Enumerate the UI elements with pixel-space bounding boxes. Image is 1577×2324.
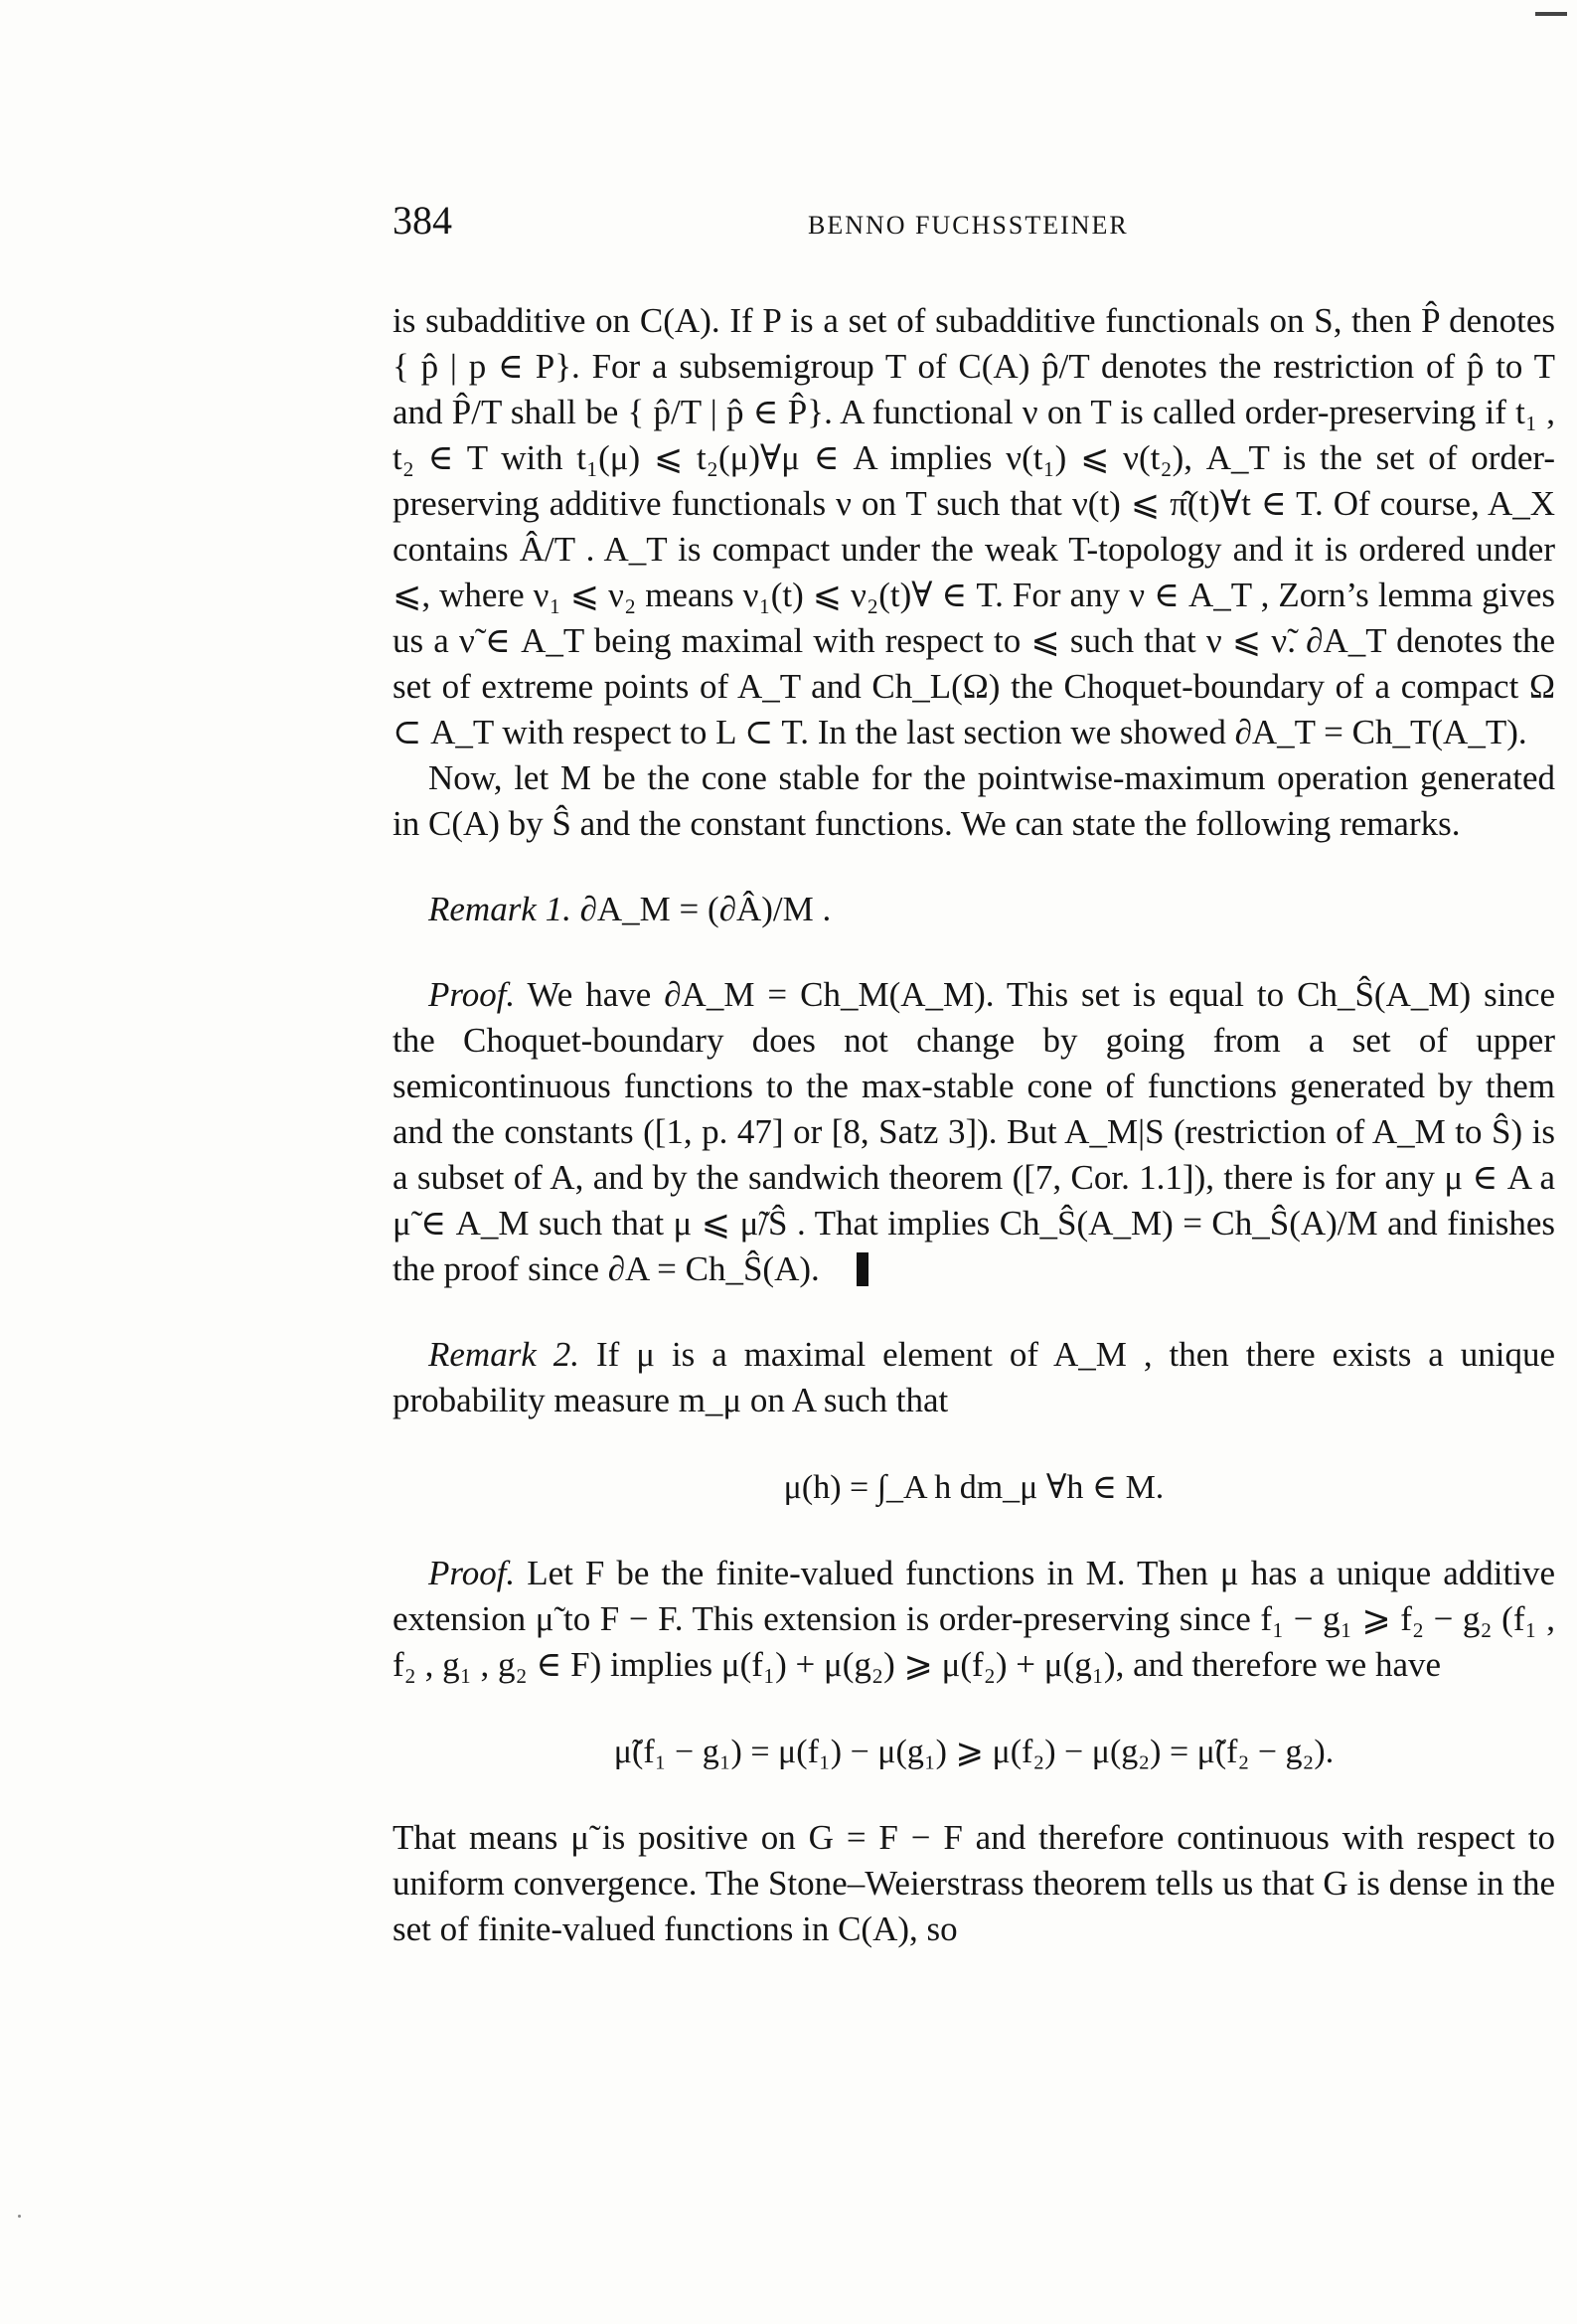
scan-speck	[18, 2215, 21, 2218]
page-header	[393, 197, 1555, 256]
scan-mark	[1535, 12, 1567, 16]
proof-2-text: Let F be the finite-valued functions in M. Then μ has a unique additive extension μ̃ to F − F. This extension is order-preserving since f₁ − g₁ ⩾ f₂ − g₂ (f₁ , f₂ , g₁ , g₂ ∈ F) implies μ(f₁) + μ(g₂) ⩾ μ(f₂) + μ(g₁), and therefore we have	[393, 1554, 1555, 1684]
page-body	[393, 298, 1555, 1952]
paragraph-cone: Now, let M be the cone stable for the pointwise-maximum operation generated in C(A) by Ŝ and the constant functions. We can state the following remarks.	[393, 758, 1555, 843]
remark-2-text: If μ is a maximal element of A_M , then there exists a unique probability measure m_μ on A such that	[393, 1335, 1556, 1419]
proof-1	[393, 972, 1555, 1292]
page-number: 384	[393, 198, 452, 243]
running-head: BENNO FUCHSSTEINER	[808, 211, 1129, 240]
remark-1	[393, 887, 1555, 932]
remark-1-label: Remark 1.	[428, 890, 571, 928]
proof-2	[393, 1551, 1555, 1688]
remark-2	[393, 1332, 1555, 1423]
proof-1-text: We have ∂A_M = Ch_M(A_M). This set is equal to Ch_Ŝ(A_M) since the Choquet-boundary does not change by going from a set of upper semicontinuous functions to the max-stable cone of functions generated by them and the constants ([1, p. 47] or [8, Satz 3]). But A_M|S (restriction of A_M to Ŝ) is a subset of A, and by the sandwich theorem ([7, Cor. 1.1]), there is for any μ ∈ A a μ̃ ∈ A_M such that μ ⩽ μ̃/Ŝ . That implies Ch_Ŝ(A_M) = Ch_Ŝ(A)/M and finishes the proof since ∂A = Ch_Ŝ(A).	[393, 975, 1555, 1288]
equation-extension: μ̃(f₁ − g₁) = μ(f₁) − μ(g₁) ⩾ μ(f₂) − μ(g₂) = μ̃(f₂ − g₂).	[613, 1734, 1335, 1770]
proof-2-label: Proof.	[428, 1554, 516, 1592]
paragraph-intro: is subadditive on C(A). If P is a set of subadditive functionals on S, then P̂ denotes { p̂ | p ∈ P}. For a subsemigroup T of C(A) p̂/T denotes the restriction of p̂ to T and P̂/T shall be { p̂/T | p̂ ∈ P̂}. A functional ν on T is called order-preserving if t₁ , t₂ ∈ T with t₁(μ) ⩽ t₂(μ)∀μ ∈ A implies ν(t₁) ⩽ ν(t₂), A_T is the set of order-preserving additive functionals ν on T such that ν(t) ⩽ π̂(t)∀t ∈ T. Of course, A_X contains Â/T . A_T is compact under the weak T-topology and it is ordered under ⩽, where ν₁ ⩽ ν₂ means ν₁(t) ⩽ ν₂(t)∀ ∈ T. For any ν ∈ A_T , Zorn’s lemma gives us a ν̃ ∈ A_T being maximal with respect to ⩽ such that ν ⩽ ν̃. ∂A_T denotes the set of extreme points of A_T and Ch_L(Ω) the Choquet-boundary of a compact Ω ⊂ A_T with respect to L ⊂ T. In the last section we showed ∂A_T = Ch_T(A_T).	[393, 301, 1555, 751]
qed-mark	[857, 1252, 868, 1286]
remark-1-statement: ∂A_M = (∂Â)/M .	[579, 890, 832, 928]
paragraph-closing: That means μ̃ is positive on G = F − F and therefore continuous with respect to uniform convergence. The Stone–Weierstrass theorem tells us that G is dense in the set of finite-valued functions in C(A), so	[393, 1818, 1555, 1948]
proof-1-label: Proof.	[428, 975, 516, 1014]
equation-measure: μ(h) = ∫_A h dm_μ ∀h ∈ M.	[783, 1469, 1165, 1506]
remark-2-label: Remark 2.	[428, 1335, 580, 1374]
